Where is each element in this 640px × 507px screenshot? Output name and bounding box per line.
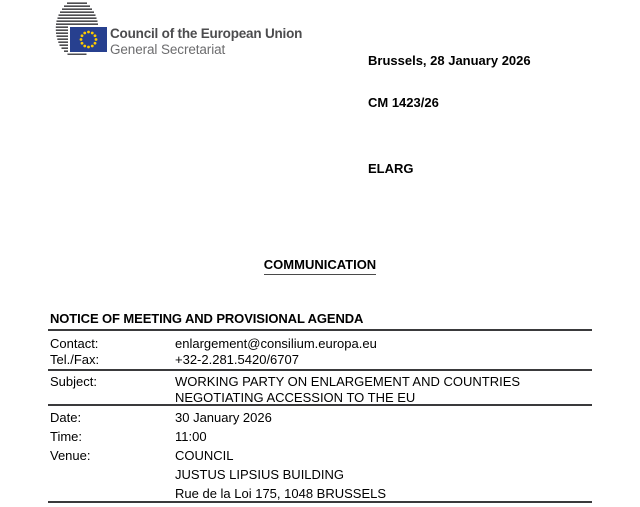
place-and-date: Brussels, 28 January 2026 bbox=[368, 53, 531, 68]
rule-under-heading bbox=[48, 329, 592, 331]
time-label: Time: bbox=[50, 429, 83, 444]
contact-value: enlargement@consilium.europa.eu bbox=[175, 336, 377, 351]
rule-under-contact-block bbox=[48, 369, 592, 371]
time-value: 11:00 bbox=[175, 429, 207, 444]
council-eu-logo-icon bbox=[44, 0, 114, 60]
date-value: 30 January 2026 bbox=[175, 410, 272, 425]
contact-label: Contact: bbox=[50, 336, 99, 351]
subject-label: Subject: bbox=[50, 374, 97, 389]
document-number: CM 1423/26 bbox=[368, 95, 439, 110]
venue-label: Venue: bbox=[50, 448, 91, 463]
telfax-label: Tel./Fax: bbox=[50, 352, 100, 367]
document-category: ELARG bbox=[368, 161, 414, 176]
rule-bottom bbox=[48, 501, 592, 503]
title-row bbox=[0, 256, 640, 275]
date-label: Date: bbox=[50, 410, 82, 425]
telfax-value: +32-2.281.5420/6707 bbox=[175, 352, 299, 367]
venue-line-2: JUSTUS LIPSIUS BUILDING bbox=[175, 467, 345, 482]
venue-line-3: Rue de la Loi 175, 1048 BRUSSELS bbox=[175, 486, 387, 501]
subject-line-1: WORKING PARTY ON ENLARGEMENT AND COUNTRIES bbox=[175, 374, 521, 389]
org-name: Council of the European Union bbox=[110, 26, 303, 41]
org-subtitle: General Secretariat bbox=[110, 42, 226, 57]
subject-value bbox=[175, 374, 520, 405]
document-title: COMMUNICATION bbox=[264, 257, 376, 275]
subject-line-2: NEGOTIATING ACCESSION TO THE EU bbox=[175, 389, 416, 405]
venue-line-1: COUNCIL bbox=[175, 448, 234, 463]
org-header bbox=[110, 26, 302, 58]
notice-heading: NOTICE OF MEETING AND PROVISIONAL AGENDA bbox=[50, 311, 364, 326]
